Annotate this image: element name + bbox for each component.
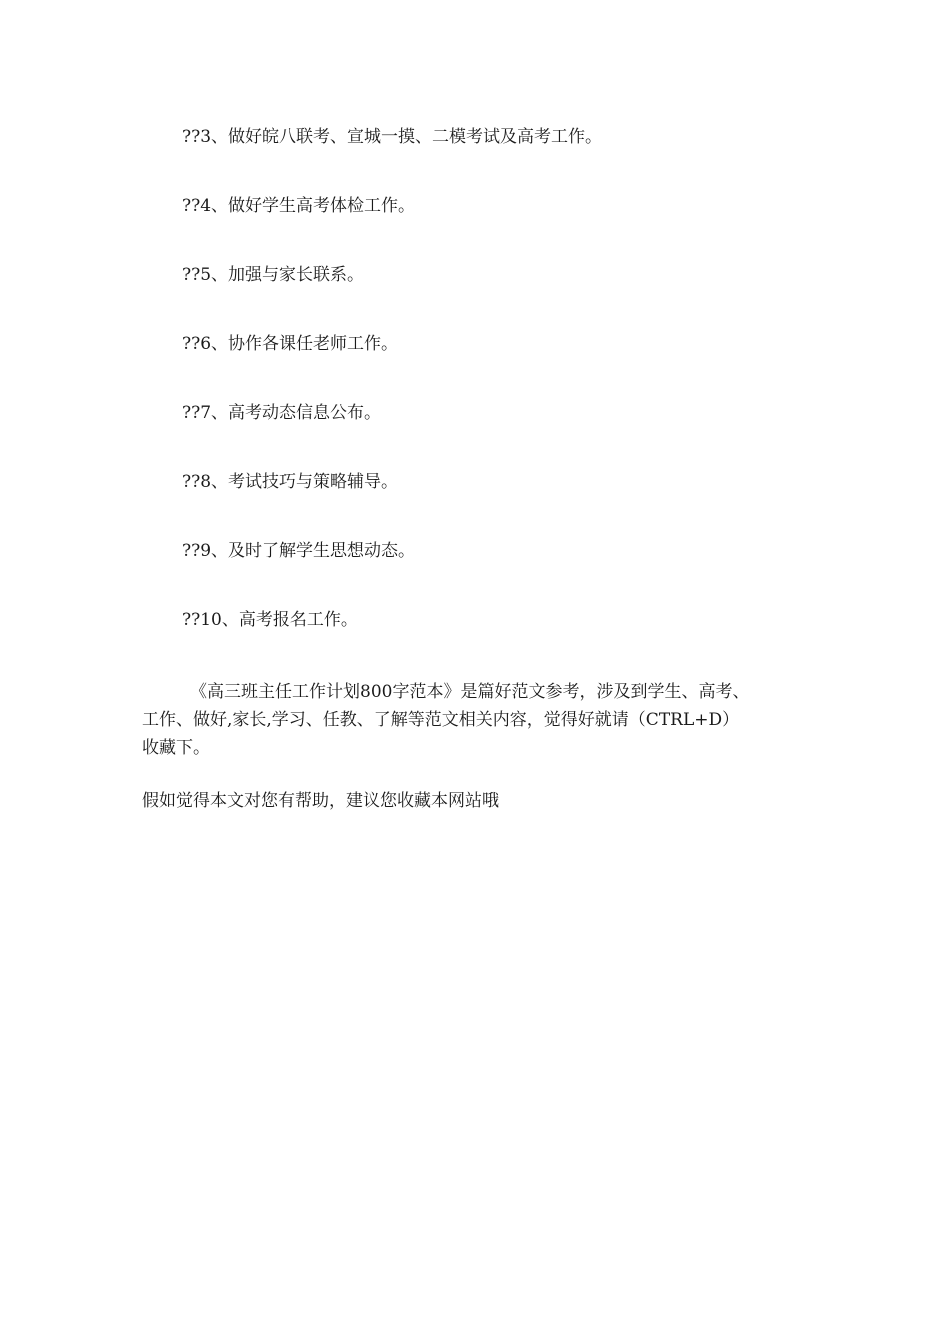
list-item: ??6、协作各课任老师工作。 xyxy=(182,334,399,354)
list-item: ??7、高考动态信息公布。 xyxy=(182,403,382,423)
work-item-list xyxy=(182,124,602,676)
list-item: ??9、及时了解学生思想动态。 xyxy=(182,541,416,561)
list-item: ??4、做好学生高考体检工作。 xyxy=(182,196,416,216)
summary-paragraph xyxy=(142,678,842,762)
list-item: ??5、加强与家长联系。 xyxy=(182,265,365,285)
summary-line: 工作、做好,家长,学习、任教、了解等范文相关内容，觉得好就请（CTRL+D） xyxy=(142,710,740,730)
list-item: ??8、考试技巧与策略辅导。 xyxy=(182,472,399,492)
summary-line: 收藏下。 xyxy=(142,738,210,758)
list-item: ??10、高考报名工作。 xyxy=(182,610,358,630)
footer-note: 假如觉得本文对您有帮助，建议您收藏本网站哦 xyxy=(142,791,499,811)
list-item: ??3、做好皖八联考、宣城一摸、二模考试及高考工作。 xyxy=(182,127,603,147)
summary-line: 《高三班主任工作计划800字范本》是篇好范文参考，涉及到学生、高考、 xyxy=(190,682,750,702)
